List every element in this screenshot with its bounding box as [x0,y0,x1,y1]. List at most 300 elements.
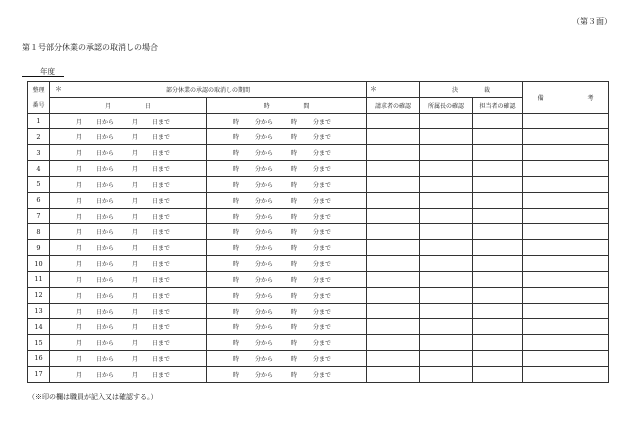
requester-confirm-header: 請求者の確認 [367,97,420,113]
hour-label-2: 時 [291,166,298,174]
from-min-label: 分から [255,324,274,332]
from-min-label: 分から [255,166,274,174]
time-range-cell[interactable] [207,256,367,272]
remarks-cell[interactable] [523,319,609,335]
remarks-cell[interactable] [523,208,609,224]
staff-confirm-cell[interactable] [473,113,523,129]
kessai-a: 決 [452,86,459,94]
date-range-cell[interactable] [50,145,207,161]
month-label-2: 月 [132,276,139,284]
remarks-cell[interactable] [523,129,609,145]
date-range-cell[interactable] [50,319,207,335]
until-min-label: 分まで [313,340,332,348]
table-row [28,161,609,177]
until-day-label: 日まで [152,150,171,158]
hour-label: 時 [233,340,240,348]
director-confirm-header: 所属長の確認 [420,97,473,113]
remarks-cell[interactable] [523,113,609,129]
from-day-label: 日から [96,197,115,205]
from-day-label: 日から [96,229,115,237]
remarks-cell[interactable] [523,145,609,161]
table-row [28,224,609,240]
date-range-cell[interactable] [50,351,207,367]
requester-confirm-cell[interactable] [367,319,420,335]
time-range-cell[interactable] [207,161,367,177]
month-label: 月 [76,118,83,126]
until-min-label: 分まで [313,292,332,300]
month-label-2: 月 [132,261,139,269]
remarks-cell[interactable] [523,271,609,287]
month-label-2: 月 [132,371,139,379]
date-range-cell[interactable] [50,335,207,351]
table-row [28,366,609,382]
row-number: 15 [28,335,50,351]
director-confirm-cell[interactable] [420,287,473,303]
director-confirm-cell[interactable] [420,335,473,351]
remarks-header [523,82,609,114]
from-day-label: 日から [96,355,115,363]
row-number: 3 [28,145,50,161]
time-range-cell[interactable] [207,113,367,129]
until-day-label: 日まで [152,245,171,253]
until-day-label: 日まで [152,197,171,205]
month-label-2: 月 [132,245,139,253]
table-row [28,351,609,367]
until-day-label: 日まで [152,276,171,284]
table-row [28,271,609,287]
staff-confirm-cell[interactable] [473,335,523,351]
hour-label-2: 時 [291,150,298,158]
from-day-label: 日から [96,166,115,174]
staff-confirm-cell[interactable] [473,192,523,208]
requester-confirm-cell[interactable] [367,271,420,287]
remarks-cell[interactable] [523,240,609,256]
date-range-cell[interactable] [50,129,207,145]
table-row [28,256,609,272]
from-min-label: 分から [255,213,274,221]
remarks-cell[interactable] [523,224,609,240]
director-confirm-cell[interactable] [420,256,473,272]
hour-label: 時 [233,371,240,379]
period-header [50,82,367,98]
director-confirm-cell[interactable] [420,319,473,335]
row-number: 16 [28,351,50,367]
month-label: 月 [76,292,83,300]
from-min-label: 分から [255,371,274,379]
hour-label-2: 時 [291,245,298,253]
time-range-cell[interactable] [207,287,367,303]
hour-label: 時 [233,292,240,300]
staff-confirm-cell[interactable] [473,176,523,192]
date-range-cell[interactable] [50,256,207,272]
time-header-b: 間 [303,102,310,110]
form-title: 第１号部分休業の承認の取消しの場合 [22,43,158,52]
time-range-cell[interactable] [207,303,367,319]
time-range-cell[interactable] [207,335,367,351]
table-row [28,129,609,145]
date-range-cell[interactable] [50,176,207,192]
director-confirm-cell[interactable] [420,240,473,256]
from-min-label: 分から [255,181,274,189]
remarks-cell[interactable] [523,287,609,303]
time-header-a: 時 [263,102,270,110]
until-min-label: 分まで [313,134,332,142]
time-range-cell[interactable] [207,129,367,145]
from-day-label: 日から [96,134,115,142]
remarks-cell[interactable] [523,366,609,382]
hour-label: 時 [233,166,240,174]
from-min-label: 分から [255,276,274,284]
hour-label-2: 時 [291,355,298,363]
until-day-label: 日まで [152,166,171,174]
remarks-cell[interactable] [523,303,609,319]
staff-confirm-cell[interactable] [473,145,523,161]
month-label: 月 [76,308,83,316]
row-number: 13 [28,303,50,319]
requester-confirm-cell[interactable] [367,256,420,272]
year-label: 年度 [40,67,55,76]
director-confirm-cell[interactable] [420,303,473,319]
row-number: 2 [28,129,50,145]
table-row [28,287,609,303]
month-label: 月 [76,261,83,269]
date-range-cell[interactable] [50,208,207,224]
remarks-cell[interactable] [523,192,609,208]
director-confirm-cell[interactable] [420,271,473,287]
time-range-cell[interactable] [207,319,367,335]
until-day-label: 日まで [152,118,171,126]
hour-label: 時 [233,197,240,205]
requester-confirm-cell[interactable] [367,176,420,192]
until-min-label: 分まで [313,355,332,363]
remarks-cell[interactable] [523,256,609,272]
table-row [28,208,609,224]
month-label: 月 [76,134,83,142]
month-label: 月 [76,276,83,284]
director-confirm-cell[interactable] [420,113,473,129]
director-confirm-cell[interactable] [420,161,473,177]
hour-label: 時 [233,229,240,237]
month-label: 月 [76,340,83,348]
hour-label-2: 時 [291,181,298,189]
staff-confirm-cell[interactable] [473,271,523,287]
until-day-label: 日まで [152,308,171,316]
until-min-label: 分まで [313,245,332,253]
date-range-cell[interactable] [50,113,207,129]
staff-confirm-cell[interactable] [473,366,523,382]
month-label-2: 月 [132,340,139,348]
asterisk-mark: ＊ [55,85,62,93]
staff-confirm-cell[interactable] [473,161,523,177]
month-label-2: 月 [132,181,139,189]
month-label: 月 [76,229,83,237]
until-min-label: 分まで [313,308,332,316]
hour-label-2: 時 [291,276,298,284]
hour-label-2: 時 [291,340,298,348]
from-day-label: 日から [96,150,115,158]
month-label: 月 [76,355,83,363]
row-number: 12 [28,287,50,303]
hour-label-2: 時 [291,292,298,300]
date-header [50,97,207,113]
date-range-cell[interactable] [50,287,207,303]
requester-confirm-cell[interactable] [367,224,420,240]
until-min-label: 分まで [313,276,332,284]
remarks-cell[interactable] [523,335,609,351]
hour-label-2: 時 [291,371,298,379]
month-label: 月 [76,166,83,174]
row-number: 14 [28,319,50,335]
hour-label: 時 [233,261,240,269]
month-label-2: 月 [132,308,139,316]
table-row [28,145,609,161]
hour-label: 時 [233,355,240,363]
until-day-label: 日まで [152,324,171,332]
from-day-label: 日から [96,181,115,189]
from-min-label: 分から [255,261,274,269]
hour-label-2: 時 [291,229,298,237]
time-range-cell[interactable] [207,240,367,256]
from-min-label: 分から [255,197,274,205]
until-day-label: 日まで [152,355,171,363]
from-day-label: 日から [96,308,115,316]
until-day-label: 日まで [152,371,171,379]
from-day-label: 日から [96,292,115,300]
row-number: 6 [28,192,50,208]
from-min-label: 分から [255,308,274,316]
director-confirm-cell[interactable] [420,224,473,240]
row-number: 1 [28,113,50,129]
period-title: 部分休業の承認の取消しの期間 [166,86,251,94]
hour-label-2: 時 [291,308,298,316]
staff-confirm-cell[interactable] [473,319,523,335]
hour-label-2: 時 [291,134,298,142]
requester-confirm-cell[interactable] [367,129,420,145]
until-min-label: 分まで [313,118,332,126]
time-range-cell[interactable] [207,351,367,367]
time-range-cell[interactable] [207,208,367,224]
until-day-label: 日まで [152,134,171,142]
until-day-label: 日まで [152,292,171,300]
row-number: 7 [28,208,50,224]
requester-asterisk-cell [367,82,420,98]
time-range-cell[interactable] [207,224,367,240]
table-row [28,113,609,129]
remarks-b: 考 [587,94,594,102]
director-confirm-cell[interactable] [420,208,473,224]
table-row [28,176,609,192]
month-label-2: 月 [132,118,139,126]
director-confirm-cell[interactable] [420,351,473,367]
month-label: 月 [76,197,83,205]
row-number: 17 [28,366,50,382]
record-table [27,81,609,383]
from-min-label: 分から [255,245,274,253]
staff-confirm-cell[interactable] [473,256,523,272]
until-day-label: 日まで [152,261,171,269]
requester-confirm-cell[interactable] [367,113,420,129]
remarks-cell[interactable] [523,351,609,367]
staff-confirm-cell[interactable] [473,303,523,319]
time-range-cell[interactable] [207,366,367,382]
from-day-label: 日から [96,324,115,332]
month-label-2: 月 [132,166,139,174]
month-label: 月 [76,181,83,189]
remarks-a: 備 [537,94,544,102]
requester-confirm-cell[interactable] [367,240,420,256]
month-label: 月 [76,245,83,253]
from-min-label: 分から [255,355,274,363]
table-row [28,319,609,335]
table-row [28,335,609,351]
date-range-cell[interactable] [50,303,207,319]
until-min-label: 分まで [313,229,332,237]
hour-label-2: 時 [291,118,298,126]
table-row [28,303,609,319]
hour-label-2: 時 [291,261,298,269]
until-min-label: 分まで [313,197,332,205]
director-confirm-cell[interactable] [420,366,473,382]
month-label: 月 [76,324,83,332]
staff-confirm-header: 担当者の確認 [473,97,523,113]
month-label-2: 月 [132,134,139,142]
until-day-label: 日まで [152,229,171,237]
from-day-label: 日から [96,276,115,284]
remarks-cell[interactable] [523,161,609,177]
month-label-2: 月 [132,292,139,300]
month-label-2: 月 [132,324,139,332]
date-range-cell[interactable] [50,161,207,177]
requester-confirm-cell[interactable] [367,303,420,319]
header-row-1 [28,82,609,98]
hour-label: 時 [233,134,240,142]
remarks-cell[interactable] [523,176,609,192]
date-range-cell[interactable] [50,240,207,256]
requester-confirm-cell[interactable] [367,366,420,382]
from-day-label: 日から [96,118,115,126]
time-range-cell[interactable] [207,192,367,208]
row-number: 10 [28,256,50,272]
date-range-cell[interactable] [50,224,207,240]
director-confirm-cell[interactable] [420,176,473,192]
month-label-2: 月 [132,197,139,205]
hour-label: 時 [233,276,240,284]
from-day-label: 日から [96,245,115,253]
month-label-2: 月 [132,229,139,237]
from-min-label: 分から [255,340,274,348]
staff-confirm-cell[interactable] [473,129,523,145]
from-min-label: 分から [255,134,274,142]
requester-confirm-cell[interactable] [367,192,420,208]
month-label: 月 [76,371,83,379]
staff-confirm-cell[interactable] [473,287,523,303]
from-min-label: 分から [255,229,274,237]
from-day-label: 日から [96,261,115,269]
from-min-label: 分から [255,118,274,126]
hour-label: 時 [233,308,240,316]
time-header [207,97,367,113]
asterisk-mark-2: ＊ [370,85,378,94]
footer-note: （※印の欄は職員が記入又は確認する。） [28,393,158,401]
requester-confirm-cell[interactable] [367,145,420,161]
row-number: 9 [28,240,50,256]
date-range-cell[interactable] [50,366,207,382]
until-min-label: 分まで [313,261,332,269]
hour-label: 時 [233,245,240,253]
requester-confirm-cell[interactable] [367,335,420,351]
row-number: 8 [28,224,50,240]
staff-confirm-cell[interactable] [473,224,523,240]
director-confirm-cell[interactable] [420,145,473,161]
table-row [28,192,609,208]
hour-label: 時 [233,150,240,158]
requester-confirm-cell[interactable] [367,351,420,367]
month-label-2: 月 [132,213,139,221]
hour-label-2: 時 [291,197,298,205]
hour-label: 時 [233,324,240,332]
from-day-label: 日から [96,371,115,379]
month-header: 月 [105,102,112,110]
from-day-label: 日から [96,340,115,348]
from-min-label: 分から [255,150,274,158]
director-confirm-cell[interactable] [420,192,473,208]
requester-confirm-cell[interactable] [367,287,420,303]
from-min-label: 分から [255,292,274,300]
kessai-b: 裁 [483,86,490,94]
until-min-label: 分まで [313,150,332,158]
header-row-2 [28,97,609,113]
from-day-label: 日から [96,213,115,221]
date-range-cell[interactable] [50,192,207,208]
row-number: 5 [28,176,50,192]
staff-confirm-cell[interactable] [473,208,523,224]
day-header: 日 [144,102,151,110]
until-min-label: 分まで [313,181,332,189]
time-range-cell[interactable] [207,271,367,287]
date-range-cell[interactable] [50,271,207,287]
until-min-label: 分まで [313,166,332,174]
staff-confirm-cell[interactable] [473,240,523,256]
hour-label-2: 時 [291,213,298,221]
row-number: 11 [28,271,50,287]
director-confirm-cell[interactable] [420,129,473,145]
until-day-label: 日まで [152,340,171,348]
month-label-2: 月 [132,355,139,363]
staff-confirm-cell[interactable] [473,351,523,367]
month-label: 月 [76,213,83,221]
hour-label: 時 [233,181,240,189]
month-label-2: 月 [132,150,139,158]
table-row [28,240,609,256]
until-day-label: 日まで [152,181,171,189]
until-min-label: 分まで [313,371,332,379]
seiri-bottom: 番号 [32,102,45,110]
kessai-header [420,82,523,98]
requester-confirm-cell[interactable] [367,208,420,224]
until-day-label: 日まで [152,213,171,221]
requester-confirm-cell[interactable] [367,161,420,177]
time-range-cell[interactable] [207,145,367,161]
until-min-label: 分まで [313,213,332,221]
month-label: 月 [76,150,83,158]
row-number: 4 [28,161,50,177]
hour-label: 時 [233,118,240,126]
hour-label: 時 [233,213,240,221]
until-min-label: 分まで [313,324,332,332]
seiri-top: 整理 [32,87,45,95]
seiri-header [28,82,50,114]
time-range-cell[interactable] [207,176,367,192]
